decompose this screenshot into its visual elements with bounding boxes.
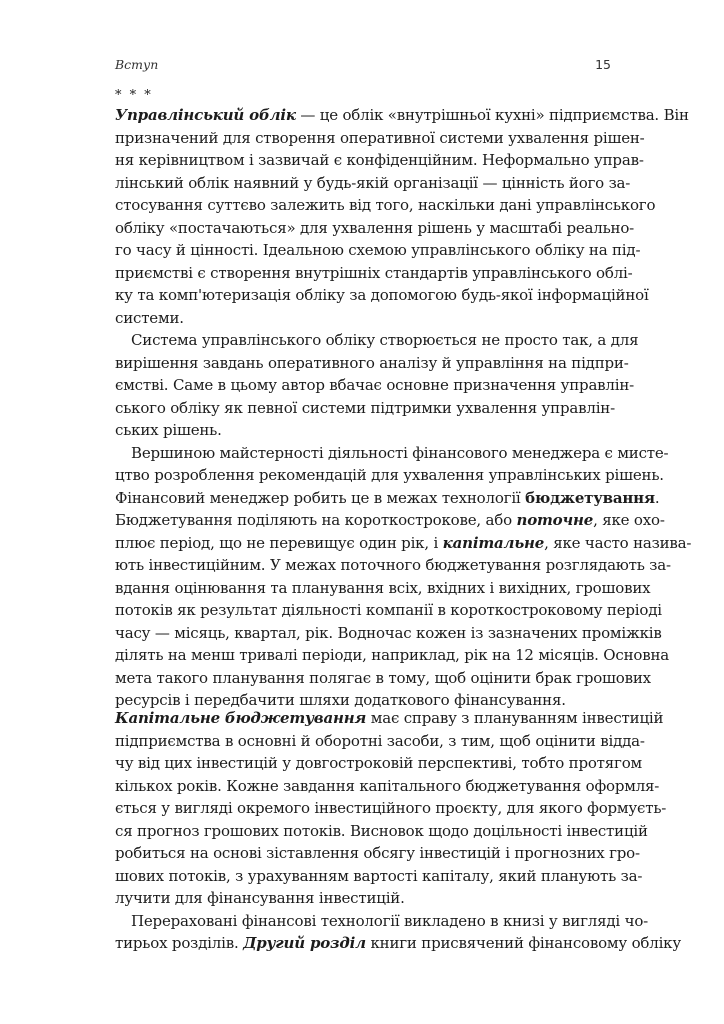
term-budgeting: бюджетування [525,488,655,507]
paragraph-line: лінський облік наявний у будь-якій організації — цінність його за- [115,173,631,192]
paragraph-line: системи. [115,308,184,327]
paragraph-line: Бюджетування поділяють на короткострокове, або поточне, яке охо- [115,511,665,529]
paragraph-line: ся прогноз грошових потоків. Висновок щодо доцільності інвестицій [115,821,648,840]
paragraph-line: стосування суттєво залежить від того, наскільки дані управлінського [115,196,656,214]
paragraph-line: мета такого планування полягає в тому, щоб оцінити брак грошових [115,668,651,687]
paragraph-line: Система управлінського обліку створюється не просто так, а для [131,331,639,349]
text-block-1 [115,104,692,712]
paragraph-line: го часу й цінності. Ідеальною схемою управлінського обліку на під- [115,241,641,259]
paragraph-line: Фінансовий менеджер робить це в межах технології бюджетування. [115,488,660,507]
paragraph-line: шових потоків, з урахуванням вартості капіталу, який планують за- [115,866,643,885]
paragraph-line: вирішення завдань оперативного аналізу й управління на підпри- [115,353,629,372]
text-block-2 [115,707,681,955]
paragraph-line: ємстві. Саме в цьому автор вбачає основне призначення управлін- [115,376,635,394]
paragraph-line: ється у вигляді окремого інвестиційного проєкту, для якого формуєть- [115,799,667,817]
paragraph-line: обліку «постачаються» для ухвалення рішень у масштабі реально- [115,218,635,237]
section-separator: * * * [115,88,153,103]
paragraph-line: кількох років. Кожне завдання капітального бюджетування оформля- [115,776,660,795]
paragraph-line: ють інвестиційним. У межах поточного бюджетування розглядають за- [115,556,671,574]
paragraph-line: Вершиною майстерності діяльності фінансового менеджера є мисте- [131,443,669,462]
term-management-accounting: Управлінський облік [115,106,296,124]
paragraph-line: ня керівництвом і зазвичай є конфіденційним. Неформально управ- [115,151,644,169]
paragraph-line: Управлінський облік — це облік «внутрішньої кухні» підприємства. Він [115,106,689,124]
paragraph-line: ресурсів і передбачити шляхи додаткового фінансування. [115,691,566,709]
paragraph-line: вдання оцінювання та планування всіх, вхідних і вихідних, грошових [115,578,651,597]
term-current: поточне [516,511,594,529]
paragraph-line: призначений для створення оперативної системи ухвалення рішен- [115,128,645,147]
paragraph-line: ку та комп'ютеризація обліку за допомогою будь-якої інформаційної [115,286,649,304]
page-number: 15 [595,57,611,72]
paragraph-line: ських рішень. [115,421,222,439]
term-capital-budgeting: Капітальне бюджетування [115,709,367,727]
paragraph-line: Капітальне бюджетування має справу з плануванням інвестицій [115,709,664,727]
running-head: Вступ [115,57,159,72]
paragraph-line: лучити для фінансування інвестицій. [115,889,405,907]
paragraph-line: тирьох розділів. Другий розділ книги присвячений фінансовому обліку [115,934,681,952]
paragraph-line: робиться на основі зіставлення обсягу інвестицій і прогнозних гро- [115,844,640,862]
term-second-chapter: Другий розділ [243,934,366,952]
paragraph-line: підприємства в основні й оборотні засоби, з тим, щоб оцінити відда- [115,731,645,750]
paragraph-line: плює період, що не перевищує один рік, і капітальне, яке часто назива- [115,533,692,552]
paragraph-line: приємстві є створення внутрішніх стандартів управлінського облі- [115,263,633,282]
paragraph-line: часу — місяць, квартал, рік. Водночас кожен із зазначених проміжків [115,623,662,642]
term-capital: капітальне [442,533,545,552]
paragraph-line: цтво розроблення рекомендацій для ухвалення управлінських рішень. [115,466,664,484]
paragraph-line: Перераховані фінансові технології викладено в книзі у вигляді чо- [131,911,649,930]
page-header [115,57,611,77]
paragraph-line: ділять на менш тривалі періоди, наприклад, рік на 12 місяців. Основна [115,646,670,664]
paragraph-line: чу від цих інвестицій у довгостроковій перспективі, тобто протягом [115,754,642,772]
paragraph-line: потоків як результат діяльності компанії в короткостроковому періоді [115,601,662,619]
paragraph-line: ського обліку як певної системи підтримки ухвалення управлін- [115,398,615,417]
